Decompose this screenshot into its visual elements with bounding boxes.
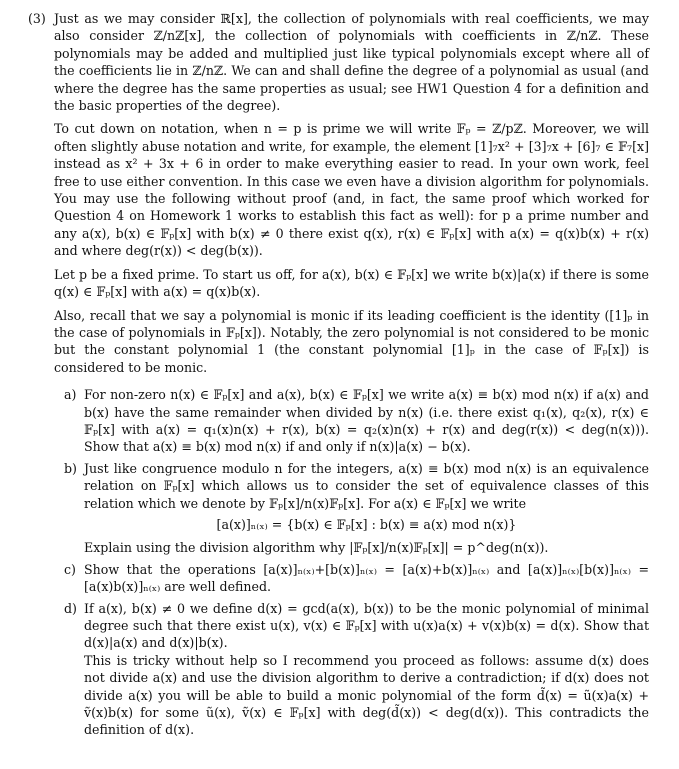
subquestion-text: If a(x), b(x) ≠ 0 we define d(x) = gcd(a(x), b(x)) to be the monic polynomial of minimal degree such that there exist u(x), v(x) ∈ 𝔽ₚ[x] with u(x)a(x) + v(x)b(x) = d(x). Show that d(x)|a(x) and d(x)|b(x).	[84, 600, 649, 651]
subquestion-followup: Explain using the division algorithm why |𝔽ₚ[x]/n(x)𝔽ₚ[x]| = p^deg(n(x)).	[84, 540, 549, 556]
notation-paragraph: To cut down on notation, when n = p is prime we will write 𝔽ₚ = ℤ/pℤ. Moreover, we will often slightly abuse notation and write, for example, the element [1]₇x² + [3]₇x + [6]₇ ∈ 𝔽₇[x] instead as x² + 3x + 6 in order to make everything easier to read. In your own work, feel free to use either convention. In this case we even have a division algorithm for polynomials. You may use the following without proof (and, in fact, the same proof which worked for Question 4 on Homework 1 works to establish this fact as well): for p a prime number and any a(x), b(x) ∈ 𝔽ₚ[x] with b(x) ≠ 0 there exist q(x), r(x) ∈ 𝔽ₚ[x] with a(x) = q(x)b(x) + r(x) and where deg(r(x)) < deg(b(x)).	[54, 121, 649, 259]
subquestion-label: a)	[64, 387, 77, 403]
subquestion-label: d)	[64, 600, 77, 616]
subquestion-label: b)	[64, 460, 77, 476]
subquestion-text: Show that the operations [a(x)]ₙ₍ₓ₎+[b(x)]ₙ₍ₓ₎ = [a(x)+b(x)]ₙ₍ₓ₎ and [a(x)]ₙ₍ₓ₎[b(x)]ₙ₍ₓ₎ = [a(x)b(x)]ₙ₍ₓ₎ are well defined.	[84, 561, 649, 595]
monic-definition: Also, recall that we say a polynomial is monic if its leading coefficient is the identity ([1]ₚ in the case of polynomials in 𝔽ₚ[x]). Notably, the zero polynomial is not considered to be monic but the constant polynomial 1 (the constant polynomial [1]ₚ in the case of 𝔽ₚ[x]) is considered to be monic.	[54, 307, 649, 375]
subquestion-text: For non-zero n(x) ∈ 𝔽ₚ[x] and a(x), b(x) ∈ 𝔽ₚ[x] we write a(x) ≡ b(x) mod n(x) if a(x) and b(x) have the same remainder when divided by n(x) (i.e. there exist q₁(x), q₂(x), r(x) ∈ 𝔽ₚ[x] with a(x) = q₁(x)n(x) + r(x), b(x) = q₂(x)n(x) + r(x) and deg(r(x)) < deg(n(x))). Show that a(x) ≡ b(x) mod n(x) if and only if n(x)|a(x) − b(x).	[84, 387, 649, 455]
subquestion-b	[54, 460, 649, 557]
subquestion-c	[54, 561, 649, 596]
display-equation: [a(x)]ₙ₍ₓ₎ = {b(x) ∈ 𝔽ₚ[x] : b(x) ≡ a(x) mod n(x)}	[216, 516, 517, 532]
hint-paragraph: This is tricky without help so I recommend you proceed as follows: assume d(x) does not divide a(x) and use the division algorithm to derive a contradiction; if d(x) does not divide a(x) you will be able to build a monic polynomial of the form d̃(x) = ũ(x)a(x) + ṽ(x)b(x) for some ũ(x), ṽ(x) ∈ 𝔽ₚ[x] with deg(d̃(x)) < deg(d(x)). This contradicts the definition of d(x).	[84, 652, 649, 738]
subquestion-list	[54, 386, 649, 739]
subquestion-label: c)	[64, 561, 76, 577]
subquestion-d	[54, 600, 649, 739]
problem-number: (3)	[28, 11, 46, 26]
problem-3	[28, 10, 649, 739]
intro-paragraph: Just as we may consider ℝ[x], the collection of polynomials with real coefficients, we may also consider ℤ/nℤ[x], the collection of polynomials with coefficients in ℤ/nℤ. These polynomials may be added and multiplied just like typical polynomials except where all of the coefficients lie in ℤ/nℤ. We can and shall define the degree of a polynomial as usual (and where the degree has the same properties as usual; see HW1 Question 4 for a definition and the basic properties of the degree).	[54, 11, 649, 114]
subquestion-a	[54, 386, 649, 456]
divides-definition: Let p be a fixed prime. To start us off, for a(x), b(x) ∈ 𝔽ₚ[x] we write b(x)|a(x) if there is some q(x) ∈ 𝔽ₚ[x] with a(x) = q(x)b(x).	[54, 266, 649, 300]
subquestion-text: Just like congruence modulo n for the integers, a(x) ≡ b(x) mod n(x) is an equivalence relation on 𝔽ₚ[x] which allows us to consider the set of equivalence classes of this relation which we denote by 𝔽ₚ[x]/n(x)𝔽ₚ[x]. For a(x) ∈ 𝔽ₚ[x] we write	[84, 460, 649, 511]
